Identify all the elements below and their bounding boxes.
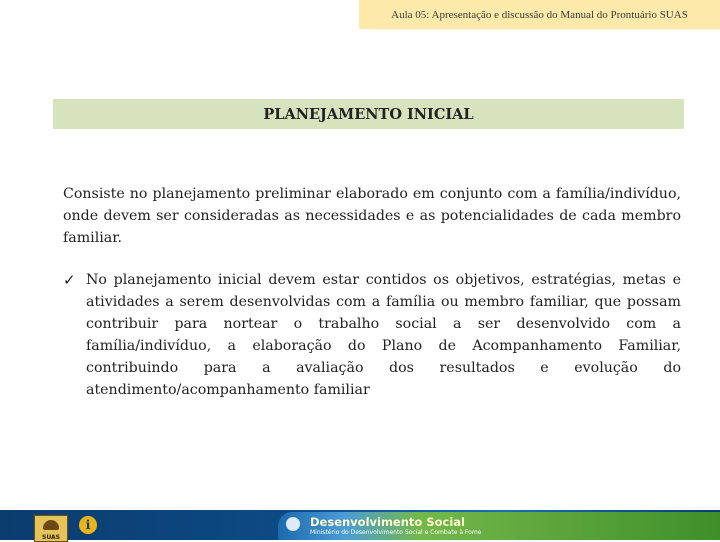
lesson-header — [359, 0, 720, 29]
info-logo-text: i — [85, 518, 91, 532]
intro-paragraph: Consiste no planejamento preliminar elaborado em conjunto com a família/indivíduo, onde devem ser consideradas as necessidades e as potencialidades de cada membro familiar. — [63, 186, 681, 246]
info-logo-icon — [79, 516, 97, 534]
lesson-header-text: Aula 05: Apresentação e discussão do Manual do Prontuário SUAS — [391, 8, 688, 21]
ministry-banner-subtitle: Ministério do Desenvolvimento Social e Combate à Fome — [310, 529, 482, 536]
section-title-bar — [53, 99, 684, 129]
ministry-banner — [278, 512, 720, 540]
ministry-mark-icon — [286, 517, 300, 531]
suas-logo — [34, 515, 68, 542]
footer-bar — [0, 510, 720, 540]
bullet-text: No planejamento inicial devem estar contidos os objetivos, estratégias, metas e atividades a serem desenvolvidas com a família ou membro familiar, que possam contribuir para nortear o trabalho social a ser desenvolvido com a família/indivíduo, a elaboração do Plano de Acompanhamento Familiar, contribuindo para a avaliação dos resultados e evolução do atendimento/acompanhamento familiar — [86, 272, 681, 398]
suas-logo-text: SUAS — [42, 534, 60, 541]
checkmark-icon: ✓ — [63, 271, 76, 289]
ministry-banner-title: Desenvolvimento Social — [310, 515, 465, 529]
bullet-item — [63, 269, 681, 401]
section-title: PLANEJAMENTO INICIAL — [263, 105, 474, 123]
